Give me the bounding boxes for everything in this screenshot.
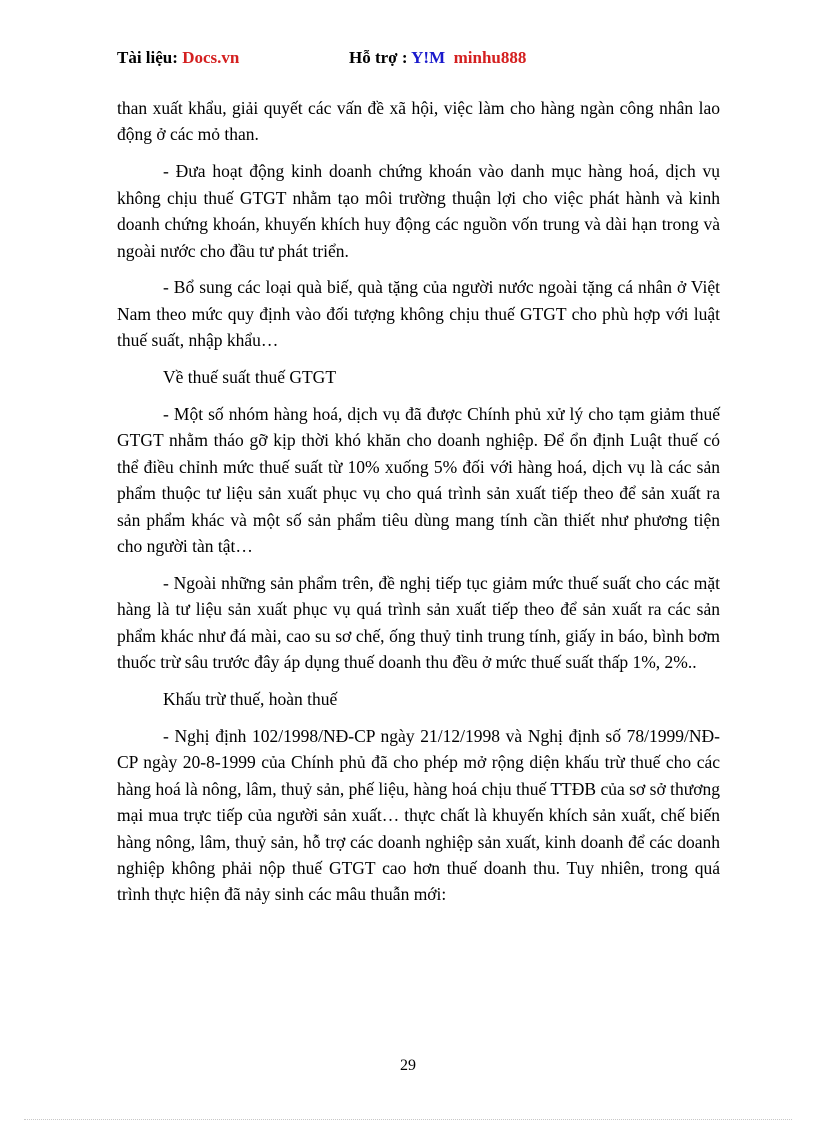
paragraph-gifts: - Bổ sung các loại quà biế, quà tặng của người nước ngoài tặng cá nhân ở Việt Nam theo mức quy định vào đối tượng không chịu thuế GTGT cho phù hợp với luật thuế suất, nhập khẩu… <box>117 277 720 351</box>
paragraph-continuation: than xuất khẩu, giải quyết các vấn đề xã hội, việc làm cho hàng ngàn công nhân lao động ở các mỏ than. <box>117 98 720 145</box>
page-bottom-divider <box>24 1119 792 1120</box>
support-username: minhu888 <box>453 48 527 67</box>
paragraph-securities: - Đưa hoạt động kinh doanh chứng khoán vào danh mục hàng hoá, dịch vụ không chịu thuế GTGT nhằm tạo môi trường thuận lợi cho việc phát hành và kinh doanh chứng khoán, khuyến khích huy động các nguồn vốn trung và dài hạn trong và ngoài nước cho đầu tư phát triển. <box>117 161 720 261</box>
paragraph-decree: - Nghị định 102/1998/NĐ-CP ngày 21/12/1998 và Nghị định số 78/1999/NĐ-CP ngày 20-8-1999 của Chính phủ đã cho phép mở rộng diện khấu trừ thuế cho các hàng hoá là nông, lâm, thuỷ sản, phế liệu, hàng hoá chịu thuế TTĐB của sơ sở thương mại mua trực tiếp của người sản xuất… thực chất là khuyến khích sản xuất, chế biến hàng nông, lâm, thuỷ sản, hỗ trợ các doanh nghiệp sản xuất, kinh doanh để các doanh nghiệp không phải nộp thuế GTGT cao hơn thuế doanh thu. Tuy nhiên, trong quá trình thực hiện đã nảy sinh các mâu thuẫn mới: <box>117 726 720 905</box>
support-separator: : <box>397 48 412 67</box>
section-heading-deduction: Khấu trừ thuế, hoàn thuế <box>163 689 338 710</box>
doc-label: Tài liệu <box>117 48 173 67</box>
doc-site-link[interactable]: Docs.vn <box>182 48 240 67</box>
section-heading-tax-rate: Về thuế suất thuế GTGT <box>163 367 337 388</box>
support-label: Hỗ trợ <box>349 48 398 67</box>
page-header <box>117 48 527 68</box>
doc-label-separator: : <box>172 48 183 67</box>
support-info <box>349 48 526 68</box>
paragraph-further-reduction: - Ngoài những sản phẩm trên, đề nghị tiếp tục giảm mức thuế suất cho các mặt hàng là tư liệu sản xuất phục vụ quá trình sản xuất tiếp theo để sản xuất ra các sản phẩm khác như đá mài, cao su sơ chế, ống thuỷ tinh trung tính, giấy in báo, bình bơm thuốc trừ sâu trước đây áp dụng thuế doanh thu đều ở mức thuế suất thấp 1%, 2%.. <box>117 573 720 673</box>
support-ym: Y!M <box>411 48 446 67</box>
page-number: 29 <box>400 1057 416 1074</box>
paragraph-tax-reduction: - Một số nhóm hàng hoá, dịch vụ đã được Chính phủ xử lý cho tạm giảm thuế GTGT nhằm tháo gỡ kịp thời khó khăn cho doanh nghiệp. Để ổn định Luật thuế có thể điều chỉnh mức thuế suất từ 10% xuống 5% đối với hàng hoá, dịch vụ là các sản phẩm thuộc tư liệu sản xuất phục vụ cho quá trình sản xuất tiếp theo để sản xuất ra sản phẩm khác và một số sản phẩm tiêu dùng mang tính cần thiết như phương tiện cho người tàn tật… <box>117 404 720 557</box>
document-body <box>117 95 720 918</box>
